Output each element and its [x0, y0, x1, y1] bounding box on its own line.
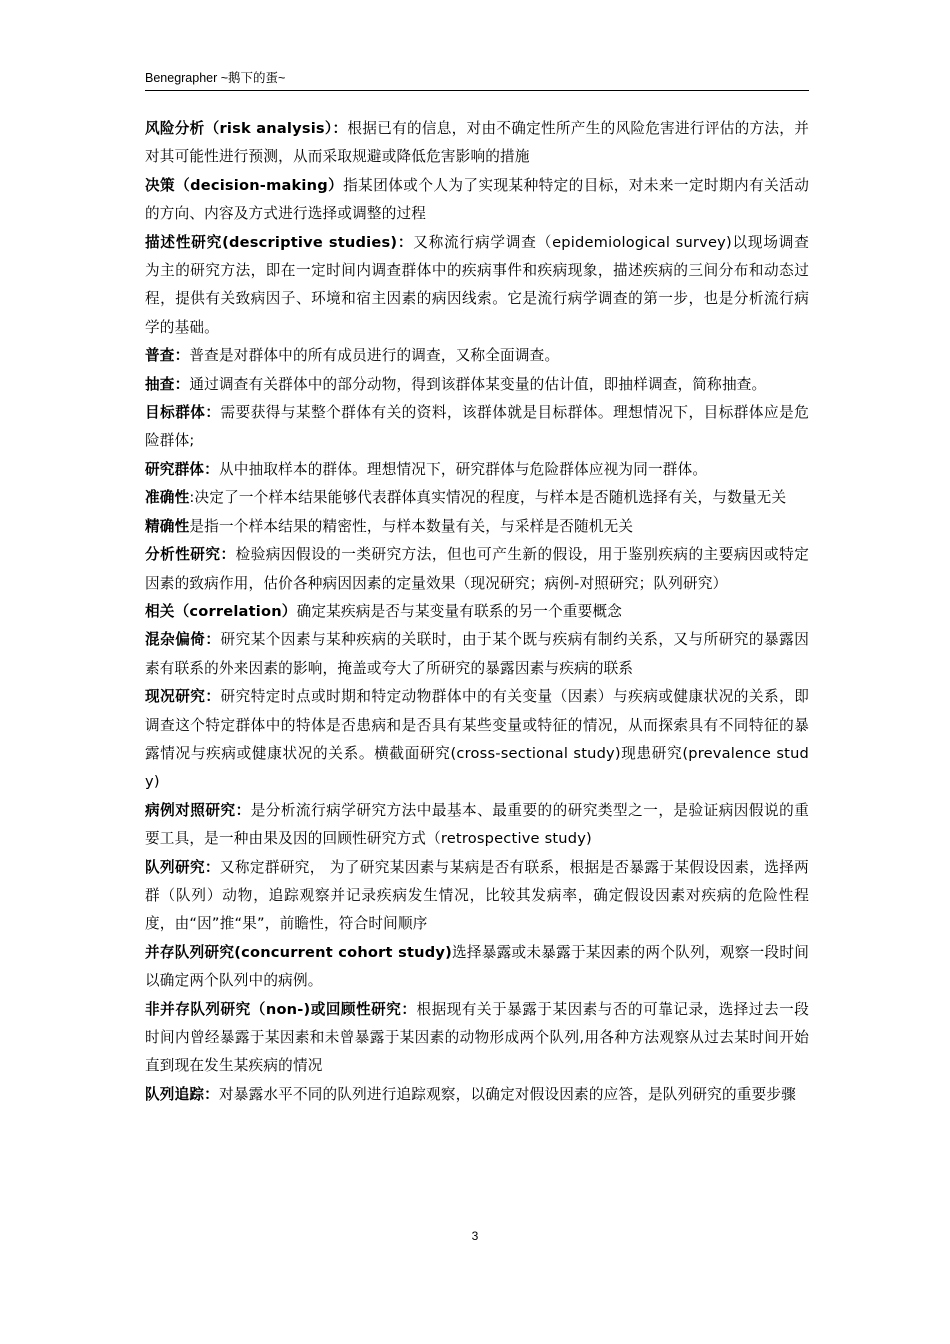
- definition-text: 根据已有的信息，对由不确定性所产生的风险危害进行评估的方法，并对其可能性进行预测，从而采取规避或降低危害影响的措施: [145, 120, 809, 166]
- page-number: 3: [471, 1229, 479, 1243]
- definition-entry: [145, 541, 809, 598]
- definition-entry: [145, 229, 809, 343]
- document-body: [145, 115, 809, 1109]
- definition-entry: [145, 939, 809, 996]
- definition-entry: [145, 371, 809, 399]
- definition-text: 选择暴露或未暴露于某因素的两个队列，观察一段时间以确定两个队列中的病例。: [145, 943, 809, 990]
- definition-entry: [145, 996, 809, 1081]
- definition-text: 又称定群研究， 为了研究某因素与某病是否有联系，根据是否暴露于某假设因素，选择两群（队列）动物，追踪观察并记录疾病发生情况，比较其发病率，确定假设因素对疾病的危险性程度，由“因”推“果”，前瞻性，符合时间顺序: [145, 858, 809, 933]
- definition-text: 确定某疾病是否与某变量有联系的另一个重要概念: [296, 602, 623, 620]
- definition-entry: [145, 456, 809, 484]
- definition-text: 是指一个样本结果的精密性，与样本数量有关，与采样是否随机无关: [189, 517, 634, 535]
- definition-text: 对暴露水平不同的队列进行追踪观察，以确定对假设因素的应答，是队列研究的重要步骤: [218, 1085, 796, 1103]
- definition-entry: [145, 626, 809, 683]
- header-title: Benegrapher ~鹅下的蛋~: [145, 71, 286, 85]
- definition-text: 检验病因假设的一类研究方法，但也可产生新的假设，用于鉴别疾病的主要病因或特定因素的致病作用，估价各种病因因素的定量效果（现况研究；病例-对照研究；队列研究）: [145, 546, 809, 592]
- definition-text: 根据现有关于暴露于某因素与否的可靠记录，选择过去一段时间内曾经暴露于某因素和未曾暴露于某因素的动物形成两个队列,用各种方法观察从过去某时间开始直到现在发生某疾病的情况: [145, 1000, 809, 1075]
- term: 非并存队列研究（non-)或回顾性研究：: [145, 1000, 417, 1018]
- definition-text: 指某团体或个人为了实现某种特定的目标，对未来一定时期内有关活动的方向、内容及方式进行选择或调整的过程: [145, 176, 809, 223]
- term: 研究群体：: [145, 460, 219, 478]
- term: 普查：: [145, 347, 190, 365]
- definition-entry: [145, 854, 809, 939]
- term: 风险分析（risk analysis）：: [145, 120, 348, 137]
- definition-entry: [145, 115, 809, 172]
- term: 抽查：: [145, 375, 190, 393]
- definition-text: 通过调查有关群体中的部分动物，得到该群体某变量的估计值，即抽样调查，简称抽查。: [189, 375, 767, 393]
- definition-text: 普查是对群体中的所有成员进行的调查，又称全面调查。: [189, 347, 560, 365]
- definition-entry: [145, 797, 809, 854]
- term: 并存队列研究(concurrent cohort study): [145, 943, 452, 961]
- term: 病例对照研究：: [145, 801, 251, 819]
- term: 精确性: [145, 517, 190, 535]
- definition-text: 研究某个因素与某种疾病的关联时，由于某个既与疾病有制约关系，又与所研究的暴露因素有联系的外来因素的影响，掩盖或夸大了所研究的暴露因素与疾病的联系: [145, 631, 809, 677]
- definition-text: 是分析流行病学研究方法中最基本、最重要的的研究类型之一，是验证病因假说的重要工具，是一种由果及因的回顾性研究方式（retrospective study): [145, 801, 809, 848]
- definition-text: :决定了一个样本结果能够代表群体真实情况的程度，与样本是否随机选择有关，与数量无关: [189, 489, 787, 507]
- definition-entry: [145, 399, 809, 456]
- term: 相关（correlation）: [145, 602, 297, 620]
- definition-entry: [145, 513, 809, 541]
- definition-entry: [145, 342, 809, 370]
- term: 分析性研究：: [145, 546, 236, 564]
- term: 混杂偏倚：: [145, 631, 221, 649]
- definition-entry: [145, 683, 809, 797]
- definition-entry: [145, 598, 809, 626]
- definition-text: 研究特定时点或时期和特定动物群体中的有关变量（因素）与疾病或健康状况的关系，即调查这个特定群体中的特体是否患病和是否具有某些变量或特征的情况，从而探索具有不同特征的暴露情况与疾病或健康状况的关系。横截面研究(cross-sectional study)现患研究(prevalence study): [145, 688, 809, 791]
- term: 准确性: [145, 489, 190, 507]
- definition-entry: [145, 484, 809, 512]
- definition-entry: [145, 172, 809, 229]
- term: 目标群体：: [145, 404, 221, 422]
- term: 现况研究：: [145, 688, 221, 706]
- definition-entry: [145, 1081, 809, 1109]
- definition-text: 从中抽取样本的群体。理想情况下，研究群体与危险群体应视为同一群体。: [218, 460, 708, 478]
- definition-text: 需要获得与某整个群体有关的资料，该群体就是目标群体。理想情况下，目标群体应是危险群体;: [145, 404, 809, 450]
- page-header: [145, 70, 809, 91]
- definition-text: 又称流行病学调查（epidemiological survey)以现场调查为主的研究方法，即在一定时间内调查群体中的疾病事件和疾病现象，描述疾病的三间分布和动态过程，提供有关致病因子、环境和宿主因素的病因线索。它是流行病学调查的第一步，也是分析流行病学的基础。: [145, 233, 809, 336]
- term: 决策（decision-making）: [145, 176, 344, 194]
- term: 队列追踪：: [145, 1085, 219, 1103]
- term: 描述性研究(descriptive studies)：: [145, 233, 414, 251]
- term: 队列研究：: [145, 858, 220, 876]
